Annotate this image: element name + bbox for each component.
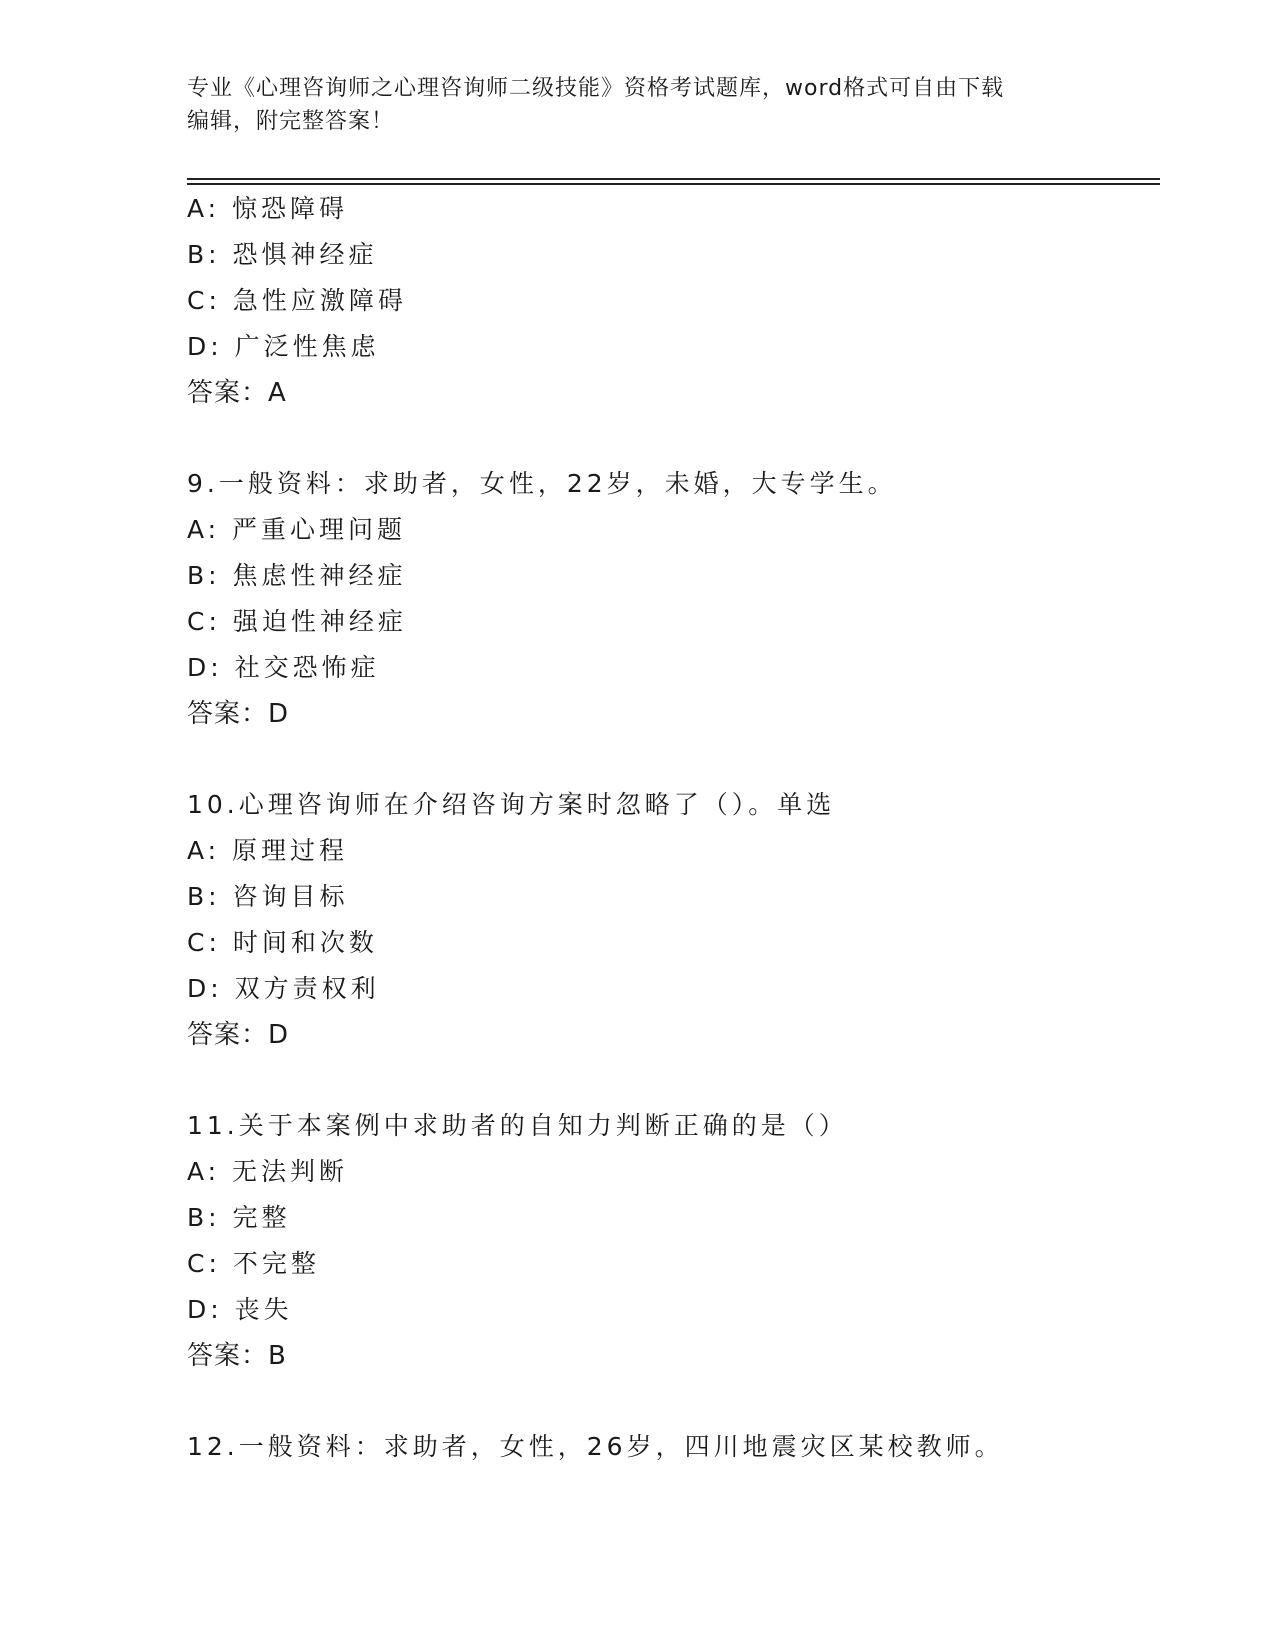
header-line-1: 专业《心理咨询师之心理咨询师二级技能》资格考试题库，word格式可自由下载 xyxy=(187,76,1005,101)
option-a: A: 严重心理问题 xyxy=(187,515,407,544)
option-b: B: 焦虑性神经症 xyxy=(187,561,407,590)
spacer xyxy=(187,416,1147,461)
question-stem: 10.心理咨询师在介绍咨询方案时忽略了（）。单选 xyxy=(187,790,836,819)
option-c: C: 时间和次数 xyxy=(187,928,378,957)
header-line-2: 编辑，附完整答案！ xyxy=(187,109,395,134)
spacer xyxy=(187,1058,1147,1103)
header-divider-bottom xyxy=(187,183,1160,185)
question-block-10 xyxy=(187,782,1147,1058)
answer-line: 答案：D xyxy=(187,699,290,729)
option-d: D: 广泛性焦虑 xyxy=(187,332,380,361)
option-c: C: 急性应激障碍 xyxy=(187,286,407,315)
option-d: D: 丧失 xyxy=(187,1295,293,1324)
option-b: B: 咨询目标 xyxy=(187,882,349,911)
question-block-9 xyxy=(187,461,1147,737)
question-block-8 xyxy=(187,186,1147,416)
spacer xyxy=(187,737,1147,782)
option-c: C: 不完整 xyxy=(187,1249,320,1278)
document-header xyxy=(187,72,1067,138)
option-d: D: 双方责权利 xyxy=(187,974,380,1003)
option-b: B: 完整 xyxy=(187,1203,291,1232)
option-c: C: 强迫性神经症 xyxy=(187,607,407,636)
answer-line: 答案：A xyxy=(187,378,287,408)
answer-line: 答案：D xyxy=(187,1020,290,1050)
option-a: A: 惊恐障碍 xyxy=(187,194,349,223)
header-divider-top xyxy=(187,178,1160,180)
question-stem: 11.关于本案例中求助者的自知力判断正确的是（） xyxy=(187,1111,848,1140)
spacer xyxy=(187,1379,1147,1424)
question-stem: 12.一般资料：求助者，女性，26岁，四川地震灾区某校教师。 xyxy=(187,1432,1004,1461)
question-stem: 9.一般资料：求助者，女性，22岁，未婚，大专学生。 xyxy=(187,469,897,498)
question-list xyxy=(187,186,1147,1470)
option-a: A: 无法判断 xyxy=(187,1157,349,1186)
question-block-11 xyxy=(187,1103,1147,1379)
answer-line: 答案：B xyxy=(187,1341,287,1371)
question-block-12 xyxy=(187,1424,1147,1470)
option-d: D: 社交恐怖症 xyxy=(187,653,380,682)
option-b: B: 恐惧神经症 xyxy=(187,240,378,269)
option-a: A: 原理过程 xyxy=(187,836,349,865)
